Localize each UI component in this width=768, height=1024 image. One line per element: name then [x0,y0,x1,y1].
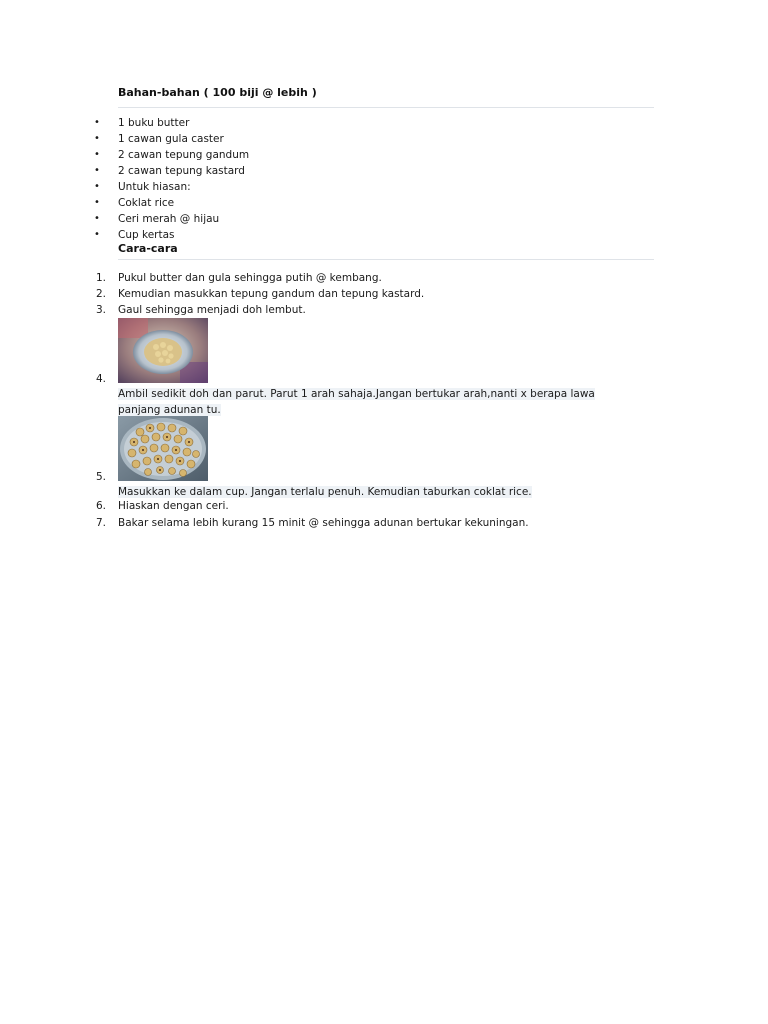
ingredient-text: Ceri merah @ hijau [118,213,220,225]
step-number: 5. [96,471,107,483]
step-number: 3. [96,304,107,316]
bullet-icon: • [94,133,100,144]
bullet-icon: • [94,213,100,224]
ingredient-text: Coklat rice [118,197,175,209]
ingredient-text: Untuk hiasan: [118,181,191,193]
bullet-icon: • [94,117,100,128]
bullet-icon: • [94,181,100,192]
step-text: Kemudian masukkan tepung gandum dan tepung kastard. [118,288,425,300]
dough-photo [118,318,208,383]
step-text: Gaul sehingga menjadi doh lembut. [118,304,306,316]
step-text: Masukkan ke dalam cup. Jangan terlalu penuh. Kemudian taburkan coklat rice. [118,486,532,498]
step-text: Ambil sedikit doh dan parut. Parut 1 arah sahaja.Jangan bertukar arah,nanti x berapa lawa panjang adunan tu. [118,388,595,416]
step-text: Pukul butter dan gula sehingga putih @ kembang. [118,272,382,284]
bullet-icon: • [94,149,100,160]
heading-divider [118,107,654,108]
ingredient-text: Cup kertas [118,229,175,241]
step-number: 4. [96,373,107,385]
step-text: Bakar selama lebih kurang 15 minit @ sehingga adunan bertukar kekuningan. [118,517,529,529]
step-number: 1. [96,272,107,284]
step-number: 2. [96,288,107,300]
step-text: Hiaskan dengan ceri. [118,500,229,512]
bullet-icon: • [94,165,100,176]
ingredient-text: 2 cawan tepung kastard [118,165,245,177]
method-heading: Cara-cara [118,242,178,255]
step-number: 7. [96,517,107,529]
ingredient-text: 2 cawan tepung gandum [118,149,250,161]
bullet-icon: • [94,197,100,208]
step-number: 6. [96,500,107,512]
ingredient-text: 1 cawan gula caster [118,133,224,145]
ingredient-text: 1 buku butter [118,117,190,129]
ingredients-heading: Bahan-bahan ( 100 biji @ lebih ) [118,86,317,99]
heading-divider [118,259,654,260]
cookies-tray-photo [118,416,208,481]
bullet-icon: • [94,229,100,240]
